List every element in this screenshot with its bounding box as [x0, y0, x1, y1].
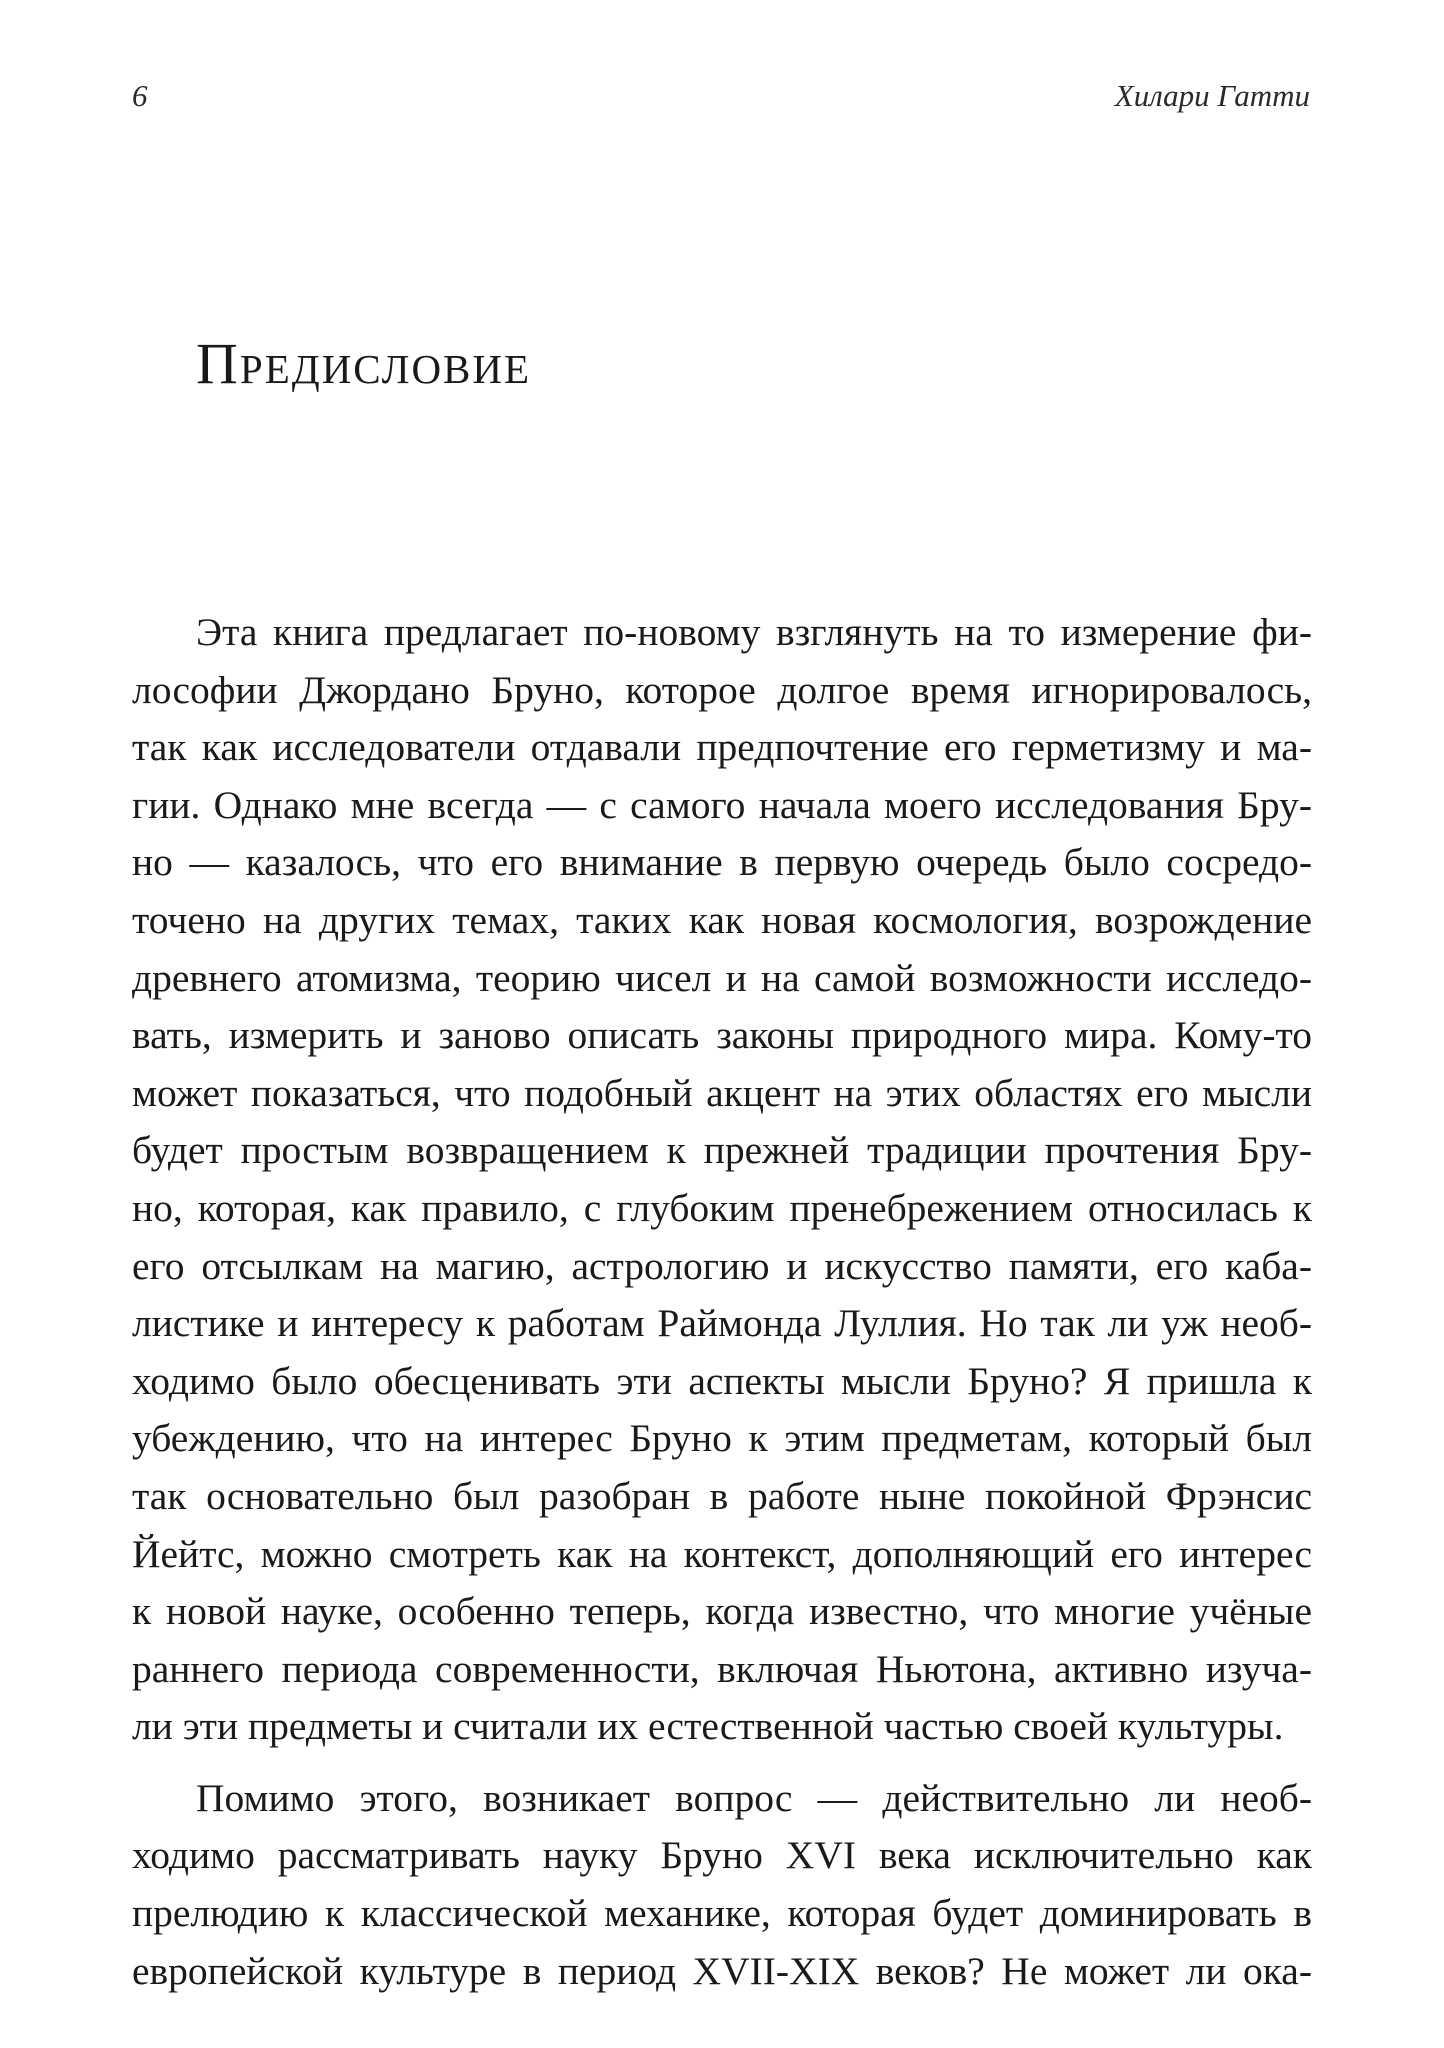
body-text — [132, 604, 1312, 2000]
text-line: древнего атомизма, теорию чисел и на самой возможности исследо- — [132, 955, 1312, 1000]
text-line: так как исследователи отдавали предпочтение его герметизму и ма- — [132, 725, 1312, 770]
text-line: Йейтс, можно смотреть как на контекст, дополняющий его интерес — [132, 1531, 1312, 1576]
text-line: прелюдию к классической механике, которая будет доминировать в — [132, 1891, 1312, 1936]
running-head-author: Хилари Гатти — [1114, 78, 1310, 113]
text-line: Эта книга предлагает по-новому взглянуть на то измерение фи- — [196, 610, 1312, 654]
text-line: ходимо рассматривать науку Бруно XVI века исключительно как — [132, 1833, 1312, 1878]
page-number: 6 — [132, 78, 148, 113]
text-line: может показаться, что подобный акцент на этих областях его мысли — [132, 1070, 1312, 1115]
text-line: будет простым возвращением к прежней традиции прочтения Бру- — [132, 1128, 1312, 1173]
running-head — [132, 78, 1310, 118]
text-line: гии. Однако мне всегда — с самого начала моего исследования Бру- — [132, 782, 1312, 827]
text-line: но, которая, как правило, с глубоким пренебрежением относилась к — [132, 1185, 1312, 1230]
text-line: к новой науке, особенно теперь, когда известно, что многие учёные — [132, 1589, 1312, 1634]
text-line: лософии Джордано Бруно, которое долгое время игнорировалось, — [132, 667, 1312, 712]
paragraph — [132, 1770, 1312, 2000]
text-line: так основательно был разобран в работе ныне покойной Фрэнсис — [132, 1473, 1312, 1518]
text-line: точено на других темах, таких как новая космология, возрождение — [132, 897, 1312, 942]
text-line: убеждению, что на интерес Бруно к этим предметам, который был — [132, 1416, 1312, 1461]
paragraph — [132, 604, 1312, 1756]
text-line: его отсылкам на магию, астрологию и искусство памяти, его каба- — [132, 1243, 1312, 1288]
paragraph-gap — [132, 1756, 1312, 1770]
text-line: но — казалось, что его внимание в первую очередь было сосредо- — [132, 840, 1312, 885]
text-line: раннего периода современности, включая Ньютона, активно изуча- — [132, 1646, 1312, 1691]
text-line: вать, измерить и заново описать законы природного мира. Кому-то — [132, 1013, 1312, 1058]
text-line: ходимо было обесценивать эти аспекты мысли Бруно? Я пришла к — [132, 1358, 1312, 1403]
text-line: европейской культуре в период XVII-XIX веков? Не может ли ока- — [132, 1948, 1312, 1993]
text-line: Помимо этого, возникает вопрос — действительно ли необ- — [196, 1775, 1312, 1820]
chapter-title: Предисловие — [196, 331, 532, 396]
text-line: листике и интересу к работам Раймонда Луллия. Но так ли уж необ- — [132, 1301, 1312, 1346]
text-line: ли эти предметы и считали их естественной частью своей культуры. — [132, 1704, 1284, 1749]
